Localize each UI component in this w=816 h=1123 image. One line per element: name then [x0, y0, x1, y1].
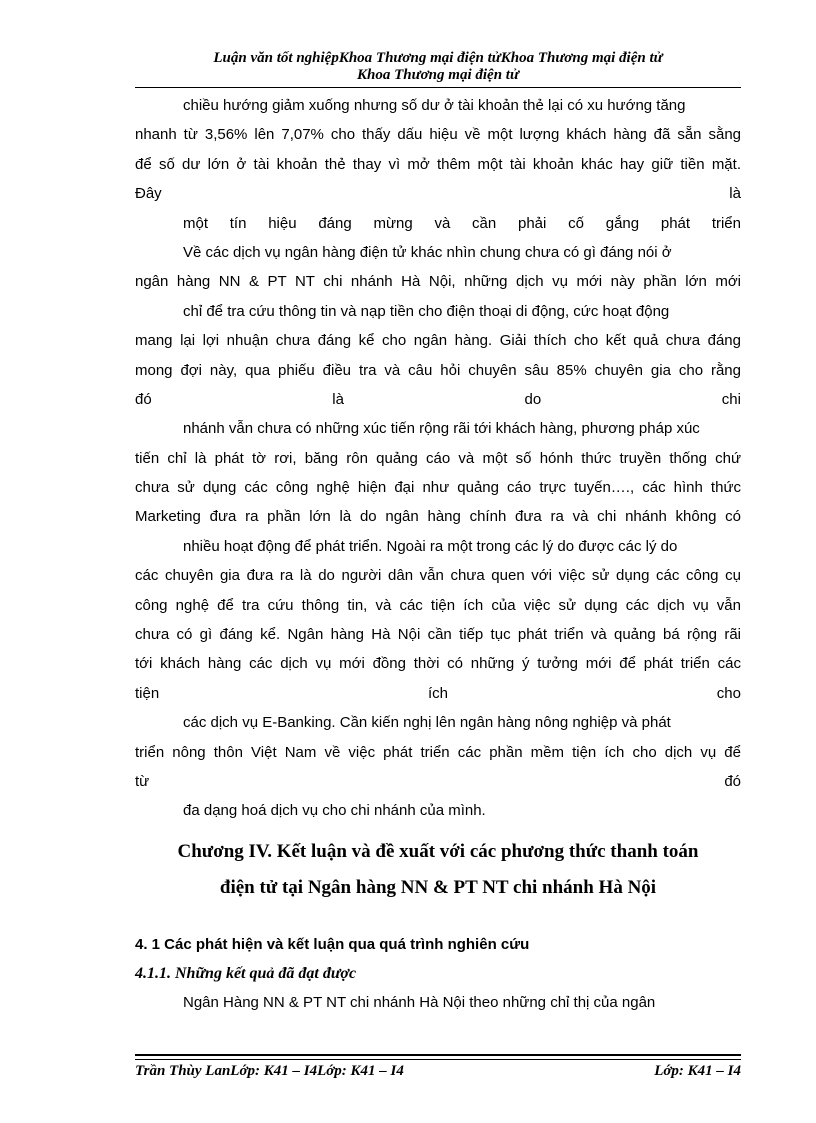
body-line: một tín hiệu đáng mừng và cần phải cố gắng phát triển	[183, 214, 741, 232]
body-line: Về các dịch vụ ngân hàng điện tử khác nhìn chung chưa có gì đáng nói ở	[183, 243, 672, 261]
body-line: tới khách hàng các dịch vụ mới đồng thời có những ý tưởng mới để phát triển các	[135, 655, 741, 673]
header-rule	[135, 87, 741, 88]
chapter-title-line-2: điện tử tại Ngân hàng NN & PT NT chi nhánh Hà Nội	[219, 876, 657, 898]
footer-rule	[135, 1054, 741, 1060]
body-line: công nghệ để tra cứu thông tin, và các tiện ích của việc sử dụng các dịch vụ vẫn	[135, 596, 741, 614]
body-line: mong đợi này, qua phiếu điều tra và câu hỏi chuyên sâu 85% chuyên gia cho rằng	[135, 361, 741, 379]
body-line: tiện ích cho	[135, 684, 741, 702]
body-line: từ đó	[135, 772, 741, 790]
document-body	[135, 91, 741, 1017]
body-line: chỉ để tra cứu thông tin và nạp tiền cho điện thoại di động, cức hoạt động	[183, 302, 670, 320]
footer-author: Trần Thùy LanLớp: K41 – I4Lớp: K41 – I4	[135, 1063, 404, 1079]
body-line: nhiều hoạt động để phát triển. Ngoài ra một trong các lý do được các lý do	[183, 537, 678, 555]
body-line: Marketing đưa ra phần lớn là do ngân hàng chính đưa ra và chi nhánh không có	[135, 508, 741, 526]
header-line-2: Khoa Thương mại điện tử	[357, 67, 519, 83]
body-line: triển nông thôn Việt Nam về việc phát triển các phần mềm tiện ích cho dịch vụ để	[135, 743, 741, 761]
body-line: chưa có gì đáng kể. Ngân hàng Hà Nội cần tiếp tục phát triển và quảng bá rộng rãi	[135, 626, 741, 644]
footer-class: Lớp: K41 – I4	[654, 1063, 741, 1079]
body-line: chiều hướng giảm xuống nhưng số dư ở tài khoản thẻ lại có xu hướng tăng	[183, 97, 686, 114]
section-heading: 4. 1 Các phát hiện và kết luận qua quá trình nghiên cứu	[135, 935, 530, 953]
chapter-title	[135, 834, 741, 906]
body-line: Đây là	[135, 185, 741, 203]
body-line: tiến chỉ là phát tờ rơi, băng rôn quảng cáo và một số hónh thức truyền thống chứ	[135, 449, 741, 467]
chapter-title-line-1: Chương IV. Kết luận và đề xuất với các phương thức thanh toán	[177, 840, 699, 862]
body-line: đa dạng hoá dịch vụ cho chi nhánh của mình.	[183, 802, 486, 820]
body-line: nhanh từ 3,56% lên 7,07% cho thấy dấu hiệu về một lượng khách hàng đã sẵn sằng	[135, 126, 741, 144]
header-line-1: Luận văn tốt nghiệpKhoa Thương mại điện tửKhoa Thương mại điện tử	[213, 50, 663, 66]
body-line: các dịch vụ E-Banking. Cần kiến nghị lên ngân hàng nông nghiệp và phát	[183, 714, 671, 732]
subsection-heading: 4.1.1. Những kết quả đã đạt được	[135, 964, 357, 982]
body-line: nhánh vẫn chưa có những xúc tiến rộng rãi tới khách hàng, phương pháp xúc	[183, 420, 700, 438]
body-line: ngân hàng NN & PT NT chi nhánh Hà Nội, những dịch vụ mới này phần lớn mới	[135, 273, 741, 291]
body-line: Ngân Hàng NN & PT NT chi nhánh Hà Nội theo những chỉ thị của ngân	[183, 993, 656, 1011]
body-line: mang lại lợi nhuận chưa đáng kể cho ngân hàng. Giải thích cho kết quả chưa đáng	[135, 332, 741, 350]
body-line: chưa sử dụng các công nghệ hiện đại như quảng cáo trực tuyến…., các hình thức	[135, 479, 741, 497]
page-header	[135, 50, 741, 84]
body-line: các chuyên gia đưa ra là do người dân vẫn chưa quen với việc sử dụng các công cụ	[135, 567, 741, 585]
body-line: đó là do chi	[135, 390, 741, 408]
body-line: để số dư lớn ở tài khoản thẻ thay vì mở thêm một tài khoản khác hay giữ tiền mặt.	[135, 155, 741, 173]
